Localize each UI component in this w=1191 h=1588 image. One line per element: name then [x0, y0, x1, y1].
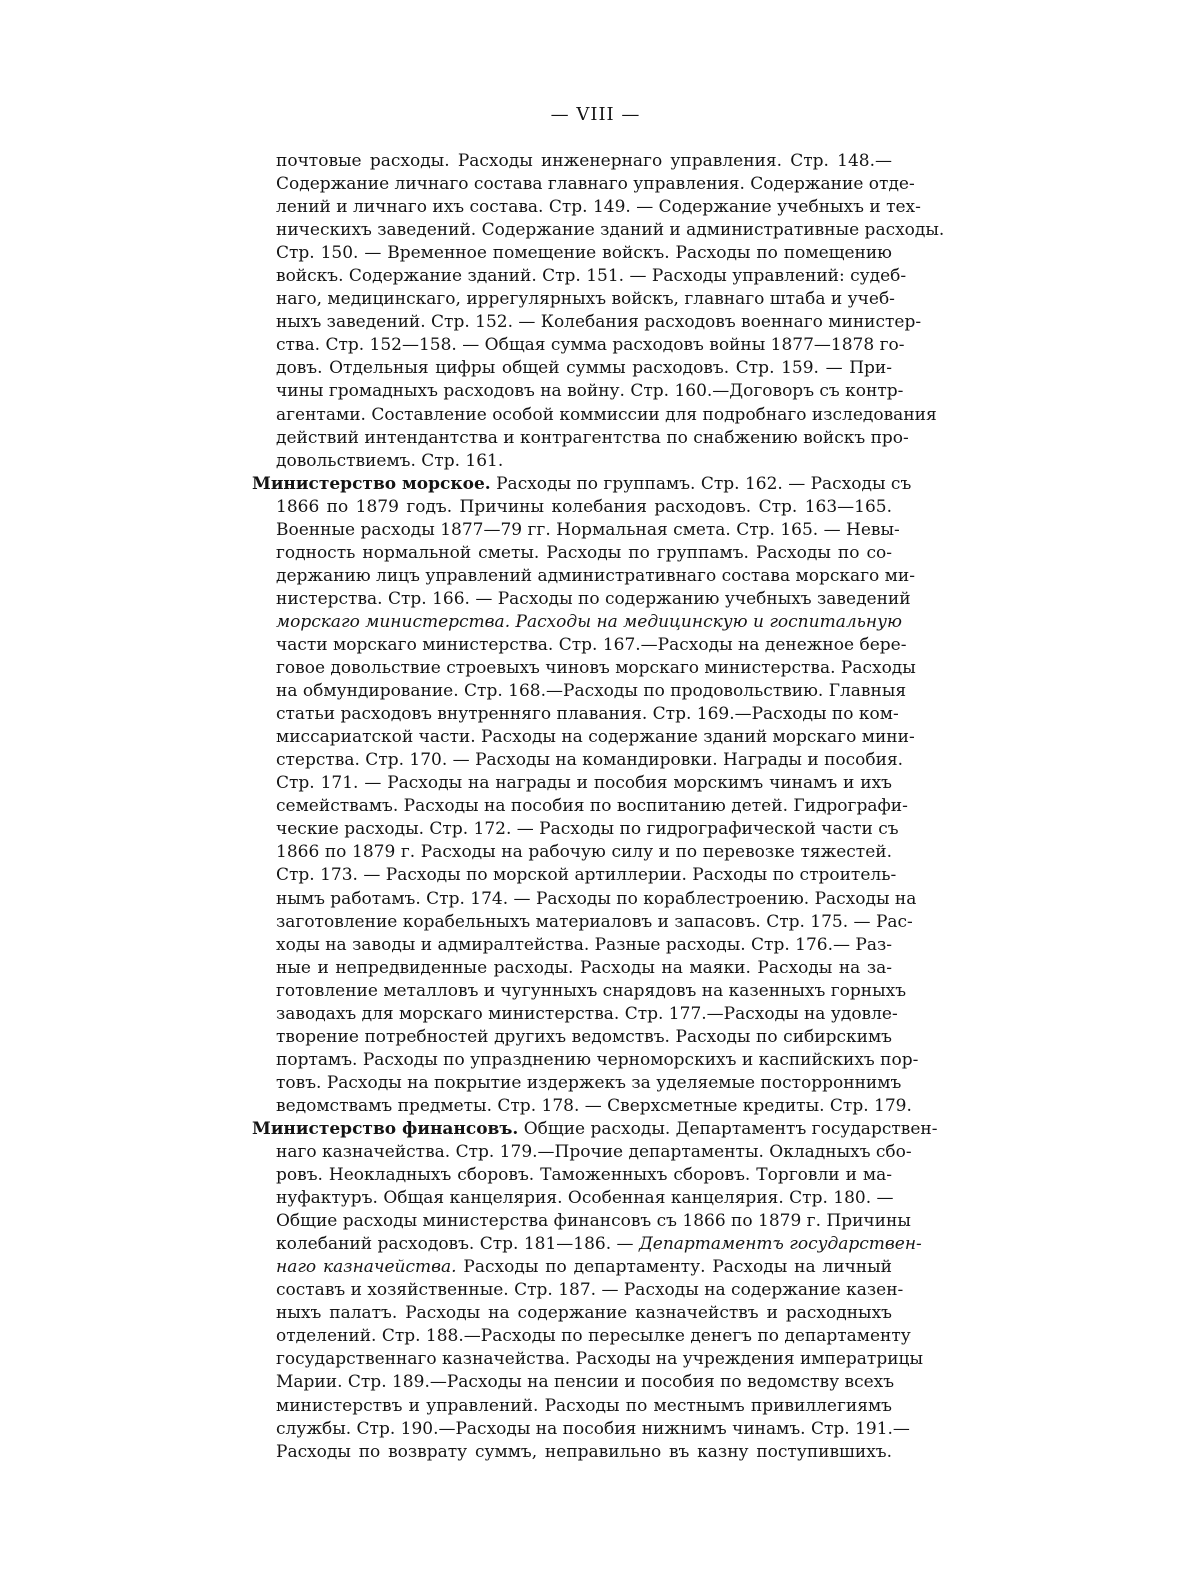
text-line: товъ. Расходы на покрытие издержекъ за уделяемые посторроннимъ: [276, 1072, 902, 1093]
text-line: службы. Стр. 190.—Расходы на пособия нижнимъ чинамъ. Стр. 191.—: [276, 1418, 910, 1439]
text-line: ровъ. Неокладныхъ сборовъ. Таможенныхъ сборовъ. Торговли и ма-: [276, 1165, 892, 1186]
text-line: наго, медицинскаго, иррегулярныхъ войскъ, главнаго штаба и учеб-: [276, 289, 895, 310]
text-line: Стр. 173. — Расходы по морской артиллерии. Расходы по строитель-: [276, 865, 897, 886]
text-line: государственнаго казначейства. Расходы на учреждения императрицы: [276, 1349, 923, 1370]
text-line: заводахъ для морскаго министерства. Стр. 177.—Расходы на удовле-: [276, 1003, 898, 1024]
text-line: министерствъ и управлений. Расходы по местнымъ привиллегиямъ: [276, 1395, 892, 1416]
text-line: ническихъ заведений. Содержание зданий и административные расходы.: [276, 220, 945, 241]
text-line: составъ и хозяйственные. Стр. 187. — Расходы на содержание казен-: [276, 1280, 904, 1301]
text-line: Расходы по возврату суммъ, неправильно въ казну поступившихъ.: [276, 1441, 892, 1462]
text-line: нистерства. Стр. 166. — Расходы по содержанию учебныхъ заведений: [276, 588, 911, 609]
text-line: морскаго министерства. Расходы на медицинскую и госпитальную: [276, 611, 902, 632]
text-line: статьи расходовъ внутренняго плавания. Стр. 169.—Расходы по ком-: [276, 704, 899, 725]
text-line: действий интендантства и контрагентства по снабжению войскъ про-: [276, 427, 909, 448]
text-line: говое довольствие строевыхъ чиновъ морскаго министерства. Расходы: [276, 658, 916, 679]
text-line: ныхъ заведений. Стр. 152. — Колебания расходовъ военнаго министер-: [276, 312, 922, 333]
text-line: лений и личнаго ихъ состава. Стр. 149. — Содержание учебныхъ и тех-: [276, 197, 921, 218]
text-line: колебаний расходовъ. Стр. 181—186. — Департаментъ государствен-: [276, 1234, 922, 1255]
text-line: ведомствамъ предметы. Стр. 178. — Сверхсметные кредиты. Стр. 179.: [276, 1095, 912, 1116]
document-body: [252, 150, 945, 1464]
text-line: ныхъ палатъ. Расходы на содержание казначействъ и расходныхъ: [276, 1303, 892, 1324]
text-line: на обмундирование. Стр. 168.—Расходы по продовольствию. Главныя: [276, 681, 907, 702]
text-line: творение потребностей другихъ ведомствъ. Расходы по сибирскимъ: [276, 1026, 892, 1047]
text-line: ходы на заводы и адмиралтейства. Разные расходы. Стр. 176.— Раз-: [276, 934, 892, 955]
text-line: стерства. Стр. 170. — Расходы на командировки. Награды и пособия.: [276, 750, 904, 771]
text-line: ческие расходы. Стр. 172. — Расходы по гидрографической части съ: [276, 819, 899, 840]
text-line: Марии. Стр. 189.—Расходы на пенсии и пособия по ведомству всехъ: [276, 1372, 895, 1393]
text-line: Военные расходы 1877—79 гг. Нормальная смета. Стр. 165. — Невы-: [276, 519, 900, 540]
text-line: нымъ работамъ. Стр. 174. — Расходы по кораблестроению. Расходы на: [276, 888, 917, 909]
text-line: держанию лицъ управлений административнаго состава морскаго ми-: [276, 565, 915, 586]
text-line: войскъ. Содержание зданий. Стр. 151. — Расходы управлений: судеб-: [276, 266, 907, 287]
text-line: почтовые расходы. Расходы инженернаго управления. Стр. 148.—: [276, 151, 892, 171]
text-line: миссариатской части. Расходы на содержание зданий морскаго мини-: [276, 727, 915, 748]
page-number: — VIII —: [550, 104, 641, 125]
text-line: чины громадныхъ расходовъ на войну. Стр. 160.—Договоръ съ контр-: [276, 381, 904, 402]
text-line: готовление металловъ и чугунныхъ снарядовъ на казенныхъ горныхъ: [276, 980, 907, 1001]
text-line: ства. Стр. 152—158. — Общая сумма расходовъ войны 1877—1878 го-: [276, 335, 905, 356]
text-line: довольствиемъ. Стр. 161.: [276, 450, 504, 471]
text-line: Стр. 171. — Расходы на награды и пособия морскимъ чинамъ и ихъ: [276, 773, 892, 794]
text-line: отделений. Стр. 188.—Расходы по пересылке денегъ по департаменту: [276, 1326, 911, 1347]
text-line: 1866 по 1879 годъ. Причины колебания расходовъ. Стр. 163—165.: [276, 496, 892, 517]
text-line: Общие расходы министерства финансовъ съ 1866 по 1879 г. Причины: [276, 1211, 911, 1232]
text-line: ные и непредвиденные расходы. Расходы на маяки. Расходы на за-: [276, 957, 892, 978]
text-line: Министерство морское. Расходы по группамъ. Стр. 162. — Расходы съ: [252, 473, 912, 494]
text-line: части морскаго министерства. Стр. 167.—Расходы на денежное бере-: [276, 634, 907, 655]
text-line: портамъ. Расходы по упразднению черноморскихъ и каспийскихъ пор-: [276, 1049, 919, 1070]
text-line: годность нормальной сметы. Расходы по группамъ. Расходы по со-: [276, 542, 892, 563]
text-line: наго казначейства. Расходы по департаменту. Расходы на личный: [276, 1257, 892, 1278]
text-line: семействамъ. Расходы на пособия по воспитанию детей. Гидрографи-: [276, 796, 908, 817]
text-line: 1866 по 1879 г. Расходы на рабочую силу и по перевозке тяжестей.: [276, 842, 892, 863]
text-line: заготовление корабельныхъ материаловъ и запасовъ. Стр. 175. — Рас-: [276, 911, 913, 932]
text-line: агентами. Составление особой коммиссии для подробнаго изследования: [276, 404, 937, 425]
text-line: Стр. 150. — Временное помещение войскъ. Расходы по помещению: [276, 243, 892, 264]
text-line: нуфактуръ. Общая канцелярия. Особенная канцелярия. Стр. 180. —: [276, 1188, 894, 1209]
text-line: Министерство финансовъ. Общие расходы. Департаментъ государствен-: [252, 1118, 938, 1139]
text-line: Содержание личнаго состава главнаго управления. Содержание отде-: [276, 174, 915, 195]
text-line: наго казначейства. Стр. 179.—Прочие департаменты. Окладныхъ сбо-: [276, 1142, 912, 1163]
text-line: довъ. Отдельныя цифры общей суммы расходовъ. Стр. 159. — При-: [276, 358, 892, 379]
